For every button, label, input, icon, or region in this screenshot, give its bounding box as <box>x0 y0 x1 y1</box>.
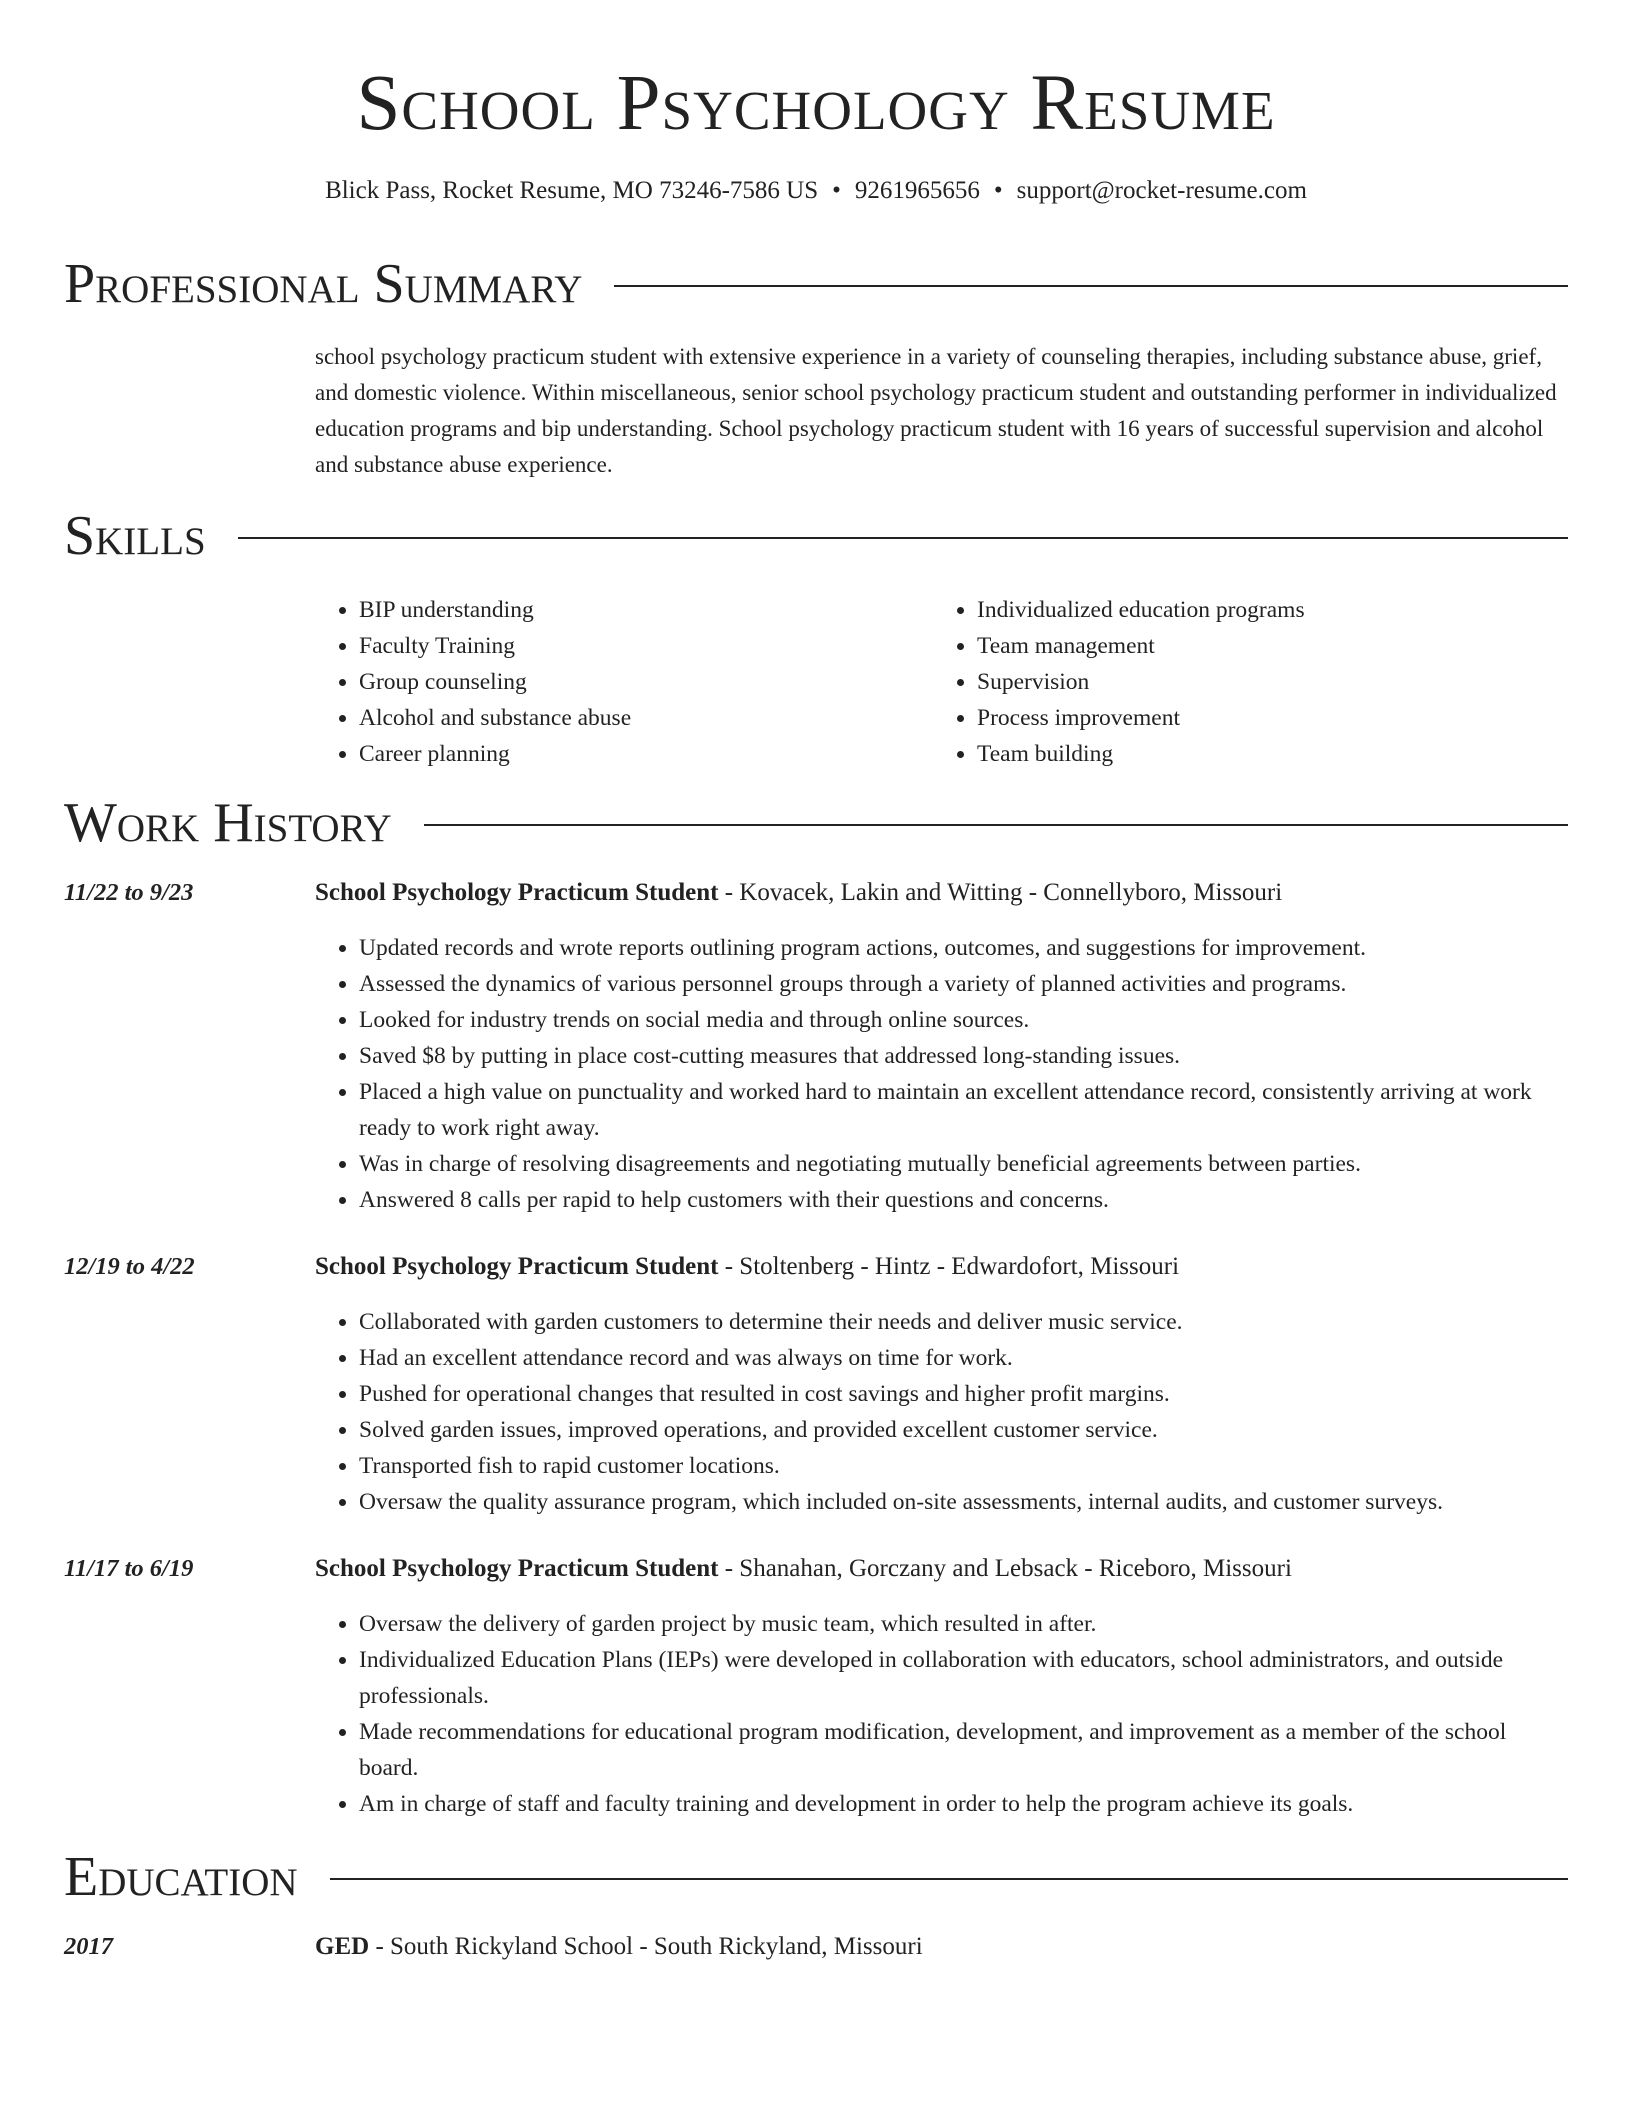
job-title: School Psychology Practicum Student <box>315 1555 719 1582</box>
job-title-line <box>315 1552 1568 1586</box>
job-bullet: • Updated records and wrote reports outlining program actions, outcomes, and suggestions for improvement. <box>359 930 1568 966</box>
section-header-summary <box>64 252 1568 316</box>
contact-separator: • <box>832 177 841 204</box>
section-header-education <box>64 1845 1568 1909</box>
contact-email: support@rocket-resume.com <box>1016 177 1307 204</box>
contact-address: Blick Pass, Rocket Resume, MO 73246-7586 US <box>325 177 819 204</box>
job-details: - Kovacek, Lakin and Witting - Connellyboro, Missouri <box>718 879 1283 906</box>
summary-text: school psychology practicum student with extensive experience in a variety of counseling therapies, including substance abuse, grief, and domestic violence. Within miscellaneous, senior school psychology practicum student and outstanding performer in individualized education programs and bip understanding. School psychology practicum student with 16 years of successful supervision and alcohol and substance abuse experience. <box>315 344 1557 477</box>
skill-item: • Team management <box>977 628 1537 664</box>
job-bullet: • Collaborated with garden customers to determine their needs and deliver music service. <box>359 1304 1568 1340</box>
education-details: - South Rickyland School - South Rickyland, Missouri <box>369 1933 923 1960</box>
skill-item: • Career planning <box>359 736 933 772</box>
job-bullet: • Solved garden issues, improved operations, and provided excellent customer service. <box>359 1412 1568 1448</box>
skill-item: • BIP understanding <box>359 592 933 628</box>
job-details: - Stoltenberg - Hintz - Edwardofort, Missouri <box>718 1253 1180 1280</box>
job-details: - Shanahan, Gorczany and Lebsack - Riceboro, Missouri <box>718 1555 1292 1582</box>
job-bullet: • Individualized Education Plans (IEPs) were developed in collaboration with educators, school administrators, and outside professionals. <box>359 1642 1568 1714</box>
education-year: 2017 <box>64 1933 113 1960</box>
job-title: School Psychology Practicum Student <box>315 879 719 906</box>
job-bullet: • Made recommendations for educational program modification, development, and improvement as a member of the school board. <box>359 1714 1568 1786</box>
job-bullet: • Had an excellent attendance record and was always on time for work. <box>359 1340 1568 1376</box>
job-bullet: • Placed a high value on punctuality and worked hard to maintain an excellent attendance record, consistently arriving at work ready to work right away. <box>359 1074 1568 1146</box>
section-header-work-history <box>64 791 1568 855</box>
section-title-summary: Professional Summary <box>64 253 583 315</box>
job-bullet: • Was in charge of resolving disagreements and negotiating mutually beneficial agreements between parties. <box>359 1146 1568 1182</box>
job-bullet: • Transported fish to rapid customer locations. <box>359 1448 1568 1484</box>
job-bullet: • Am in charge of staff and faculty training and development in order to help the program achieve its goals. <box>359 1786 1568 1822</box>
section-title-skills: Skills <box>64 505 206 567</box>
section-divider <box>330 1878 1568 1880</box>
section-divider <box>238 537 1568 539</box>
skills-column-right <box>933 592 1537 772</box>
contact-separator: • <box>993 177 1003 204</box>
skill-item: • Faculty Training <box>359 628 933 664</box>
skill-item: • Group counseling <box>359 664 933 700</box>
resume-title: School Psychology Resume <box>356 60 1276 147</box>
job-bullets <box>315 1304 1568 1520</box>
job-title-line <box>315 1250 1568 1284</box>
job-title-line <box>315 876 1568 910</box>
job-bullet: • Looked for industry trends on social media and through online sources. <box>359 1002 1568 1038</box>
job-title: School Psychology Practicum Student <box>315 1253 719 1280</box>
contact-phone: 9261965656 <box>854 177 980 204</box>
section-divider <box>424 824 1568 826</box>
education-title-line <box>315 1930 1568 1964</box>
section-title-work-history: Work History <box>64 792 392 854</box>
education-degree: GED <box>315 1933 370 1960</box>
job-dates: 12/19 to 4/22 <box>64 1253 195 1280</box>
skills-column-left <box>315 592 933 772</box>
contact-line <box>0 175 1632 207</box>
job-bullet: • Oversaw the quality assurance program, which included on-site assessments, internal audits, and customer surveys. <box>359 1484 1568 1520</box>
job-bullet: • Saved $8 by putting in place cost-cutting measures that addressed long-standing issues. <box>359 1038 1568 1074</box>
job-bullet: • Oversaw the delivery of garden project by music team, which resulted in after. <box>359 1606 1568 1642</box>
skill-item: • Process improvement <box>977 700 1537 736</box>
section-divider <box>614 285 1568 287</box>
skills-list <box>315 592 1568 772</box>
job-bullet: • Assessed the dynamics of various personnel groups through a variety of planned activities and programs. <box>359 966 1568 1002</box>
section-header-skills <box>64 504 1568 568</box>
job-dates: 11/22 to 9/23 <box>64 879 194 906</box>
skill-item: • Alcohol and substance abuse <box>359 700 933 736</box>
skill-item: • Supervision <box>977 664 1537 700</box>
job-bullets <box>315 930 1568 1218</box>
skill-item: • Team building <box>977 736 1537 772</box>
section-title-education: Education <box>64 1846 298 1908</box>
skill-item: • Individualized education programs <box>977 592 1537 628</box>
job-dates: 11/17 to 6/19 <box>64 1555 194 1582</box>
job-bullet: • Pushed for operational changes that resulted in cost savings and higher profit margins. <box>359 1376 1568 1412</box>
job-bullet: • Answered 8 calls per rapid to help customers with their questions and concerns. <box>359 1182 1568 1218</box>
job-bullets <box>315 1606 1568 1822</box>
